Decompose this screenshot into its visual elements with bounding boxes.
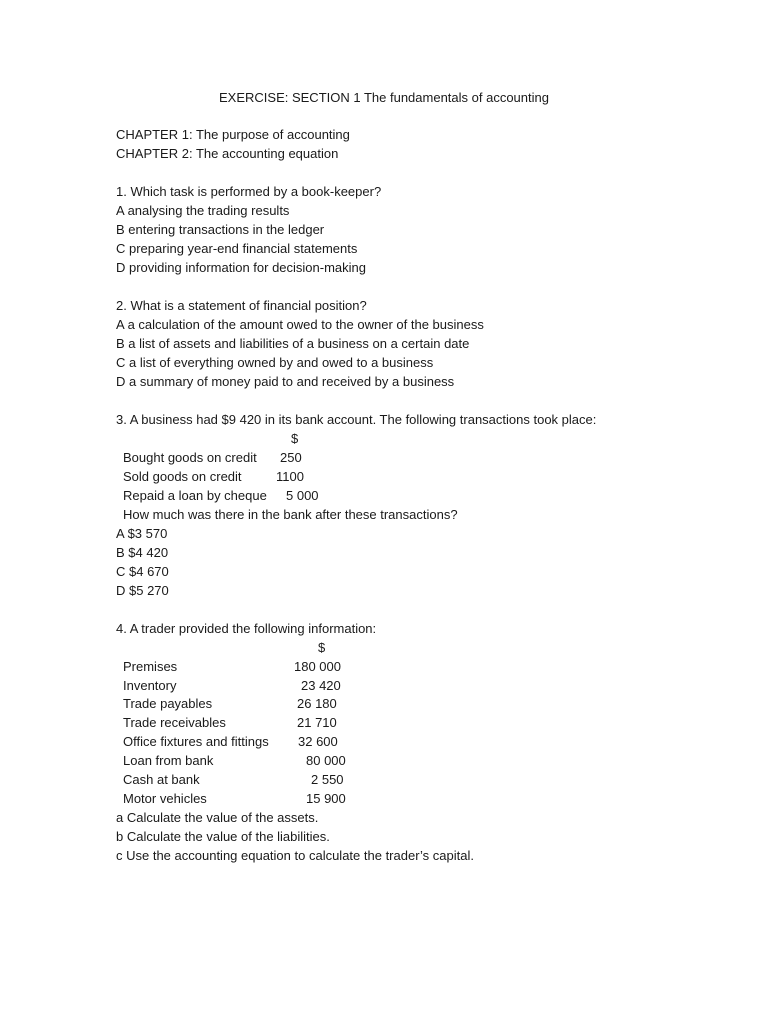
q4-part-c: c Use the accounting equation to calculate the trader’s capital.: [116, 848, 474, 863]
q4-row-label: Cash at bank: [123, 772, 200, 787]
q2-option-c: C a list of everything owned by and owed to a business: [116, 355, 434, 370]
q4-row-label: Trade receivables: [123, 715, 226, 730]
q4-row-value: 23 420: [301, 678, 341, 693]
q4-row-value: 15 900: [306, 791, 346, 806]
q3-option-d: D $5 270: [116, 583, 169, 598]
q4-part-a: a Calculate the value of the assets.: [116, 810, 319, 825]
q3-option-a: A $3 570: [116, 526, 168, 541]
q3-row-value: 250: [280, 450, 302, 465]
q3-option-c: C $4 670: [116, 564, 169, 579]
q2-option-d: D a summary of money paid to and received by a business: [116, 374, 455, 389]
q4-row-value: 80 000: [306, 753, 346, 768]
q4-part-b: b Calculate the value of the liabilities.: [116, 829, 330, 844]
q3-row-value: 1100: [276, 469, 304, 484]
q3-option-b: B $4 420: [116, 545, 169, 560]
q1-option-d: D providing information for decision-making: [116, 260, 367, 275]
q4-row-value: 180 000: [294, 659, 341, 674]
q4-row-value: 2 550: [311, 772, 344, 787]
q1-option-a: A analysing the trading results: [116, 203, 290, 218]
q1-option-b: B entering transactions in the ledger: [116, 222, 325, 237]
q1-option-c: C preparing year-end financial statements: [116, 241, 358, 256]
question-3: 3. A business had $9 420 in its bank account. The following transactions took place:: [116, 412, 597, 427]
q4-row-value: 21 710: [297, 715, 337, 730]
chapter-1: CHAPTER 1: The purpose of accounting: [116, 127, 350, 142]
q3-currency-header: $: [291, 431, 299, 446]
q3-row-label: Sold goods on credit: [123, 469, 242, 484]
document-title: EXERCISE: SECTION 1 The fundamentals of accounting: [219, 90, 549, 105]
q4-row-label: Loan from bank: [123, 753, 214, 768]
q2-option-a: A a calculation of the amount owed to the owner of the business: [116, 317, 484, 332]
q4-row-label: Inventory: [123, 678, 177, 693]
question-4: 4. A trader provided the following information:: [116, 621, 377, 636]
q4-row-label: Motor vehicles: [123, 791, 207, 806]
q4-currency-header: $: [318, 640, 326, 655]
q3-row-value: 5 000: [286, 488, 319, 503]
q3-row-label: Bought goods on credit: [123, 450, 257, 465]
question-1: 1. Which task is performed by a book-keeper?: [116, 184, 382, 199]
q3-prompt: How much was there in the bank after these transactions?: [123, 507, 458, 522]
question-2: 2. What is a statement of financial position?: [116, 298, 367, 313]
q4-row-label: Office fixtures and fittings: [123, 734, 269, 749]
q2-option-b: B a list of assets and liabilities of a business on a certain date: [116, 336, 470, 351]
q4-row-label: Trade payables: [123, 696, 213, 711]
q4-row-label: Premises: [123, 659, 178, 674]
q4-row-value: 26 180: [297, 696, 337, 711]
q3-row-label: Repaid a loan by cheque: [123, 488, 267, 503]
q4-row-value: 32 600: [298, 734, 338, 749]
chapter-2: CHAPTER 2: The accounting equation: [116, 146, 339, 161]
